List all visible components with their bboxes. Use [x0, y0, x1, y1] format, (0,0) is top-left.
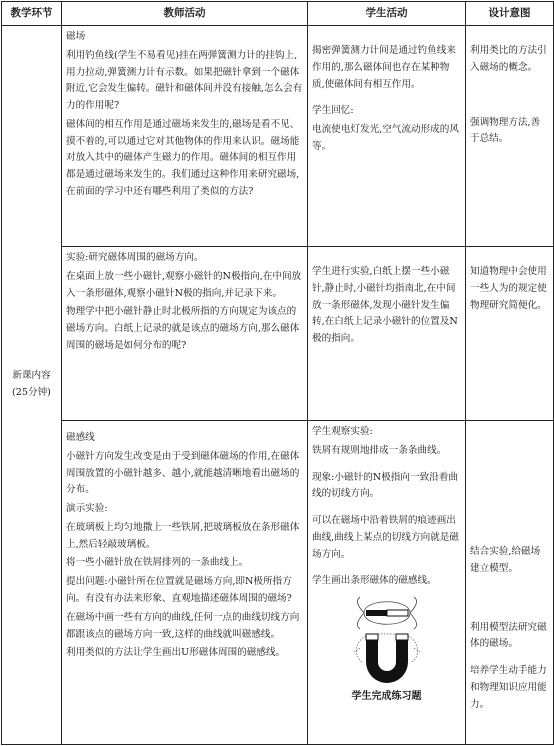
- student-paragraph: 可以在磁场中沿着铁屑的痕迹画出曲线,曲线上某点的切线方向就是磁场方向。: [312, 515, 459, 560]
- teacher-cell-3: [62, 421, 308, 745]
- teacher-paragraph: 在桌面上放一些小磁针,观察小磁针的N极指向,在中间放入一条形磁体,观察小磁针N极的指向,并记录下来。: [66, 270, 302, 299]
- intent-paragraph: 培养学生动手能力和物理知识应用能力。: [470, 665, 547, 710]
- intent-paragraph: 利用模型法研究磁体的磁场。: [470, 621, 547, 650]
- student-paragraph: 现象:小磁针的N极指向一致沿着曲线的切线方向。: [312, 471, 458, 500]
- u-magnet-figure: [352, 632, 422, 686]
- student-paragraph: 学生进行实验,白纸上摆一些小磁针,静止时,小磁针均指南北,在中间放一条形磁体,发现小磁针发生偏转,在白纸上记录小磁针的位置及N极的指向。: [312, 266, 458, 345]
- intent-paragraph: 强调物理方法,善于总结。: [470, 116, 541, 145]
- bar-magnet-figure: [352, 596, 422, 630]
- row-field-lines: [2, 421, 554, 745]
- student-paragraph: 学生画出条形磁体的磁感线。: [312, 575, 437, 587]
- intent-paragraph: 利用类比的方法引入磁场的概念。: [470, 45, 547, 73]
- section-cell: [2, 26, 62, 745]
- intent-cell-3: [466, 421, 554, 745]
- intent-cell-2: [466, 247, 554, 421]
- lesson-plan-table: [1, 1, 554, 745]
- magnet-figures: [312, 596, 461, 706]
- teacher-paragraph: 将一些小磁针放在铁屑排列的一条曲线上。: [66, 557, 249, 569]
- student-paragraph: 电流使电灯发光,空气流动形成的风等。: [312, 124, 459, 152]
- student-paragraph: 学生观察实验:: [312, 426, 373, 437]
- student-paragraph: 铁屑有规则地排成一条条曲线。: [312, 444, 447, 456]
- teacher-cell-2: [62, 247, 308, 421]
- intent-paragraph: 结合实验,给磁场建立模型。: [470, 546, 541, 574]
- intent-cell-1: [466, 26, 554, 247]
- teacher-paragraph: 利用钓鱼线(学生不易看见)挂在两弹簧测力计的挂钩上,用力拉动,弹簧测力计有示数。如果把磁针拿到一个磁体附近,它会发生偏转。磁针和磁体间并没有接触,怎么会有力的作用呢?: [66, 49, 303, 112]
- student-cell-3: [308, 421, 466, 745]
- teacher-paragraph: 提出问题:小磁针所在位置就是磁场方向,即N极所指方向。有没有办法来形象、直观地描述磁体周围的磁场?: [66, 576, 292, 605]
- student-cell-1: [308, 26, 466, 247]
- section-time: (25分钟): [12, 387, 51, 398]
- teacher-paragraph: 小磁针方向发生改变是由于受到磁体磁场的作用,在磁体周围放置的小磁针越多、越小,就能越清晰地看出磁场的分布。: [66, 450, 300, 496]
- row-field-direction: [2, 247, 554, 421]
- section-name: 新课内容: [12, 370, 51, 382]
- intent-paragraph: 知道物理中会使用一些人为的规定使物理研究简便化。: [470, 266, 547, 311]
- teacher-paragraph: 利用类似的方法让学生画出U形磁体周围的磁感线。: [66, 647, 286, 659]
- student-cell-2: [308, 247, 466, 421]
- teacher-paragraph: 演示实验:: [66, 503, 108, 515]
- teacher-heading: 磁场: [66, 31, 86, 42]
- header-row: [2, 2, 554, 26]
- header-student-activity: 学生活动: [308, 2, 466, 26]
- teacher-paragraph: 在玻璃板上均匀地撒上一些铁屑,把玻璃板放在条形磁体上,然后轻敲玻璃板。: [66, 521, 300, 550]
- row-magnetic-field: [2, 26, 554, 247]
- header-section: 教学环节: [2, 2, 62, 26]
- header-teacher-activity: 教师活动: [62, 2, 308, 26]
- student-paragraph: 揭密弹簧测力计间是通过钓鱼线来作用的,那么磁体间也存在某种物质,使磁体间有相互作用。: [312, 45, 456, 90]
- student-paragraph: 学生回忆:: [312, 105, 354, 117]
- teacher-paragraph: 在磁场中画一些有方向的曲线,任何一点的曲线切线方向都跟该点的磁场方向一致,这样的曲线就叫磁感线。: [66, 611, 300, 640]
- header-design-intent: 设计意图: [466, 2, 554, 26]
- figure-caption: 学生完成练习题: [351, 691, 422, 703]
- teacher-paragraph: 物理学中把小磁针静止时北极所指的方向规定为该点的磁场方向。白纸上记录的就是该点的磁场方向,那么磁体周围的磁场是如何分布的呢?: [66, 306, 300, 351]
- teacher-paragraph: 磁体间的相互作用是通过磁场来发生的,磁场是看不见、摸不着的,可以通过它对其他物体的作用来认识。磁场能对放入其中的磁体产生磁力的作用。磁体间的相互作用都是通过磁场来发生的。我们通过这种作用来研究磁场,在前面的学习中还有哪些利用了类似的方法?: [66, 118, 300, 198]
- teacher-heading: 磁感线: [66, 432, 95, 443]
- teacher-paragraph: 实验:研究磁体周围的磁场方向。: [66, 252, 204, 263]
- teacher-cell-1: [62, 26, 308, 247]
